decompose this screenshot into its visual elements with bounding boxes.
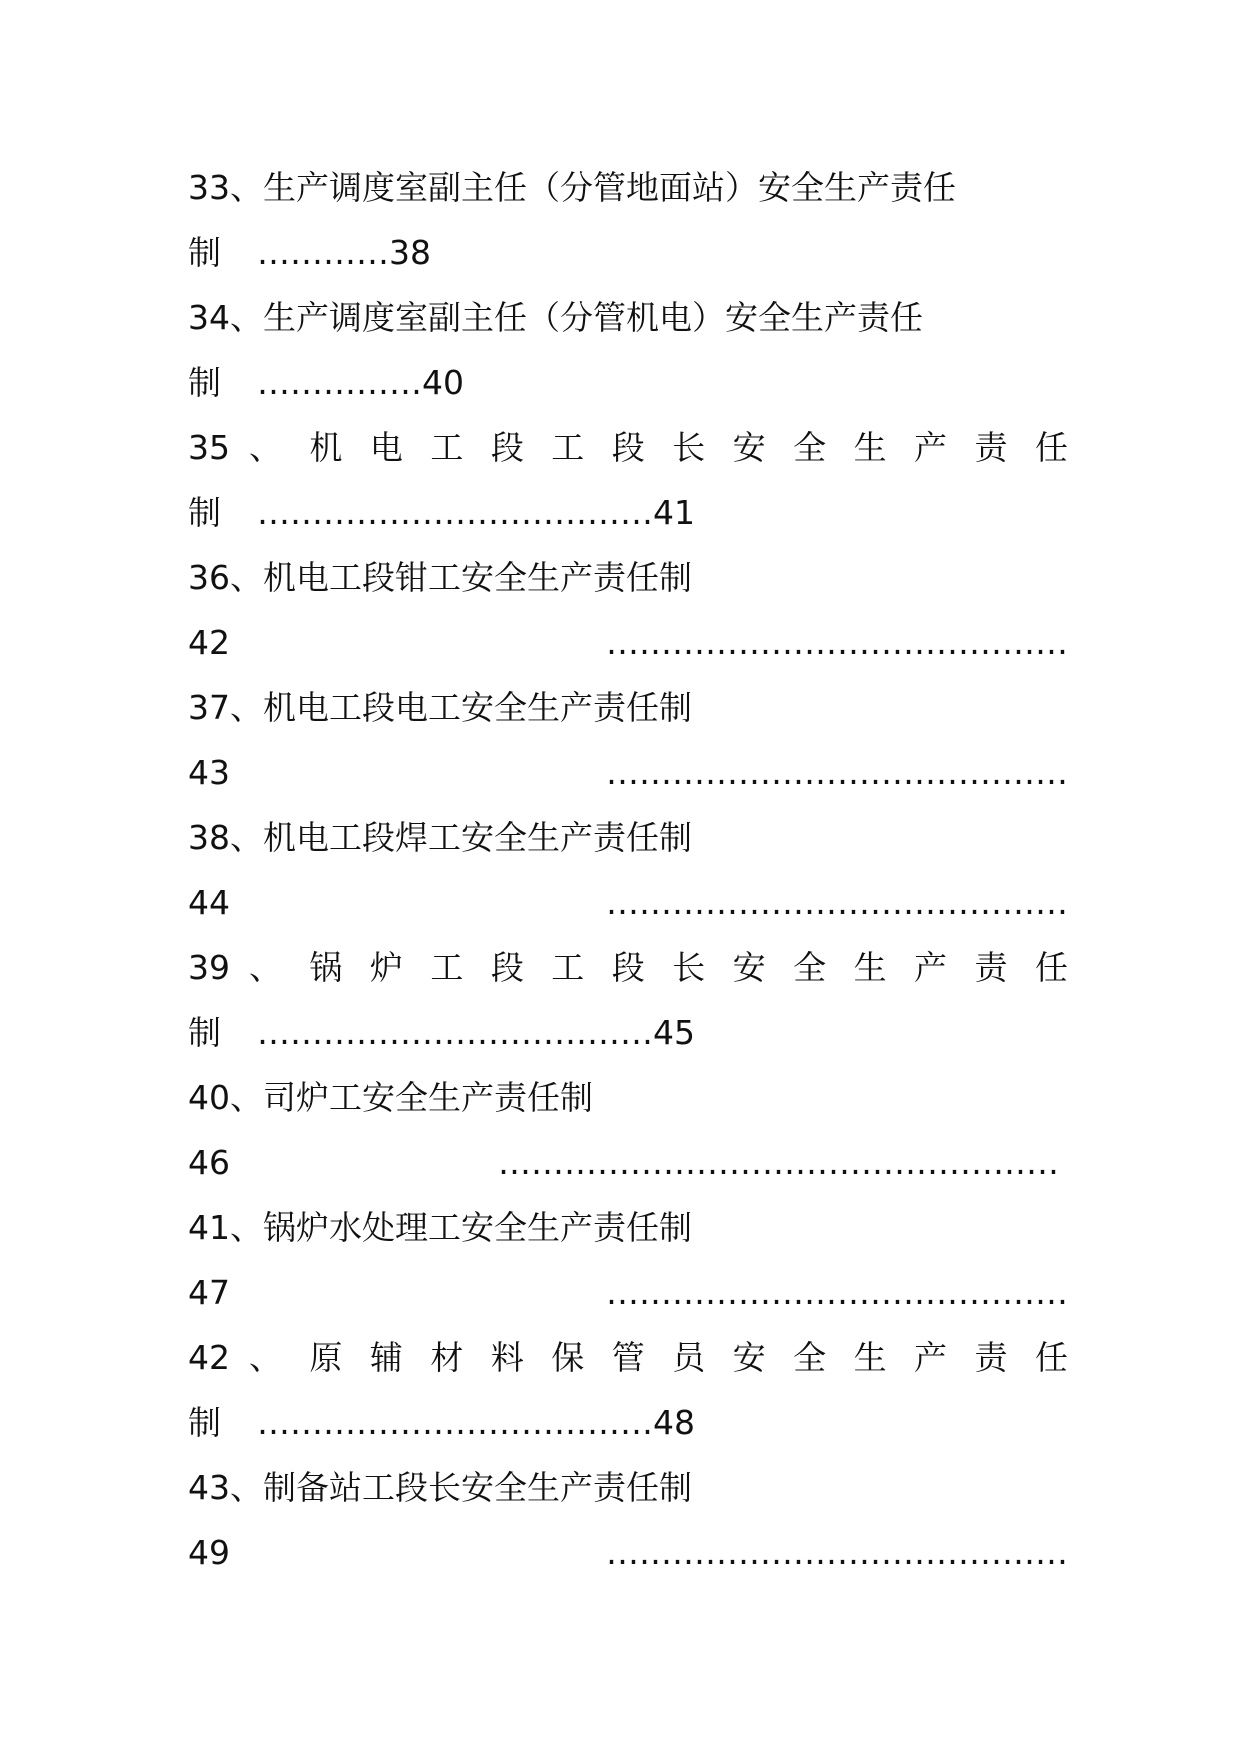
toc-leader-dots: …………………………………………… bbox=[498, 1143, 1059, 1182]
toc-leader-dots: …………………………………… bbox=[606, 1533, 1068, 1572]
toc-entry-42-title bbox=[188, 1325, 1068, 1390]
toc-leader-dots: ………… bbox=[257, 233, 389, 272]
toc-entry-39-title bbox=[188, 935, 1068, 1000]
toc-entry-35-page-line bbox=[188, 480, 1068, 545]
toc-entry-title: 38、机电工段焊工安全生产责任制 bbox=[188, 818, 692, 857]
toc-leader-dots: …………………………………… bbox=[606, 753, 1068, 792]
toc-entry-title: 42 、 原 辅 材 料 保 管 员 安 全 生 产 责 任 bbox=[188, 1338, 1068, 1377]
toc-entry-title: 36、机电工段钳工安全生产责任制 bbox=[188, 558, 692, 597]
toc-page-number: 44 bbox=[188, 883, 230, 922]
toc-entry-34-title bbox=[188, 285, 1068, 350]
table-of-contents bbox=[188, 155, 1068, 1585]
toc-leader-dots: ……………………………… bbox=[257, 1013, 653, 1052]
toc-entry-33-page-line bbox=[188, 220, 1068, 285]
toc-page-number: 43 bbox=[188, 753, 230, 792]
toc-entry-title: 33、生产调度室副主任（分管地面站）安全生产责任 bbox=[188, 168, 956, 207]
toc-page-number: 49 bbox=[188, 1533, 230, 1572]
toc-entry-title-continuation: 制 bbox=[188, 493, 221, 532]
toc-leader-dots: …………………………………… bbox=[606, 1273, 1068, 1312]
toc-entry-title: 41、锅炉水处理工安全生产责任制 bbox=[188, 1208, 692, 1247]
toc-entry-title-continuation: 制 bbox=[188, 363, 221, 402]
toc-entry-title: 40、司炉工安全生产责任制 bbox=[188, 1078, 593, 1117]
toc-entry-title: 34、生产调度室副主任（分管机电）安全生产责任 bbox=[188, 298, 923, 337]
toc-entry-35-title bbox=[188, 415, 1068, 480]
toc-entry-title: 43、制备站工段长安全生产责任制 bbox=[188, 1468, 692, 1507]
toc-page-number: 47 bbox=[188, 1273, 230, 1312]
toc-page-number: 46 bbox=[188, 1143, 230, 1182]
toc-entry-42-page-line bbox=[188, 1390, 1068, 1455]
toc-leader-dots: …………………………………… bbox=[606, 883, 1068, 922]
toc-leader-dots: ……………………………… bbox=[257, 1403, 653, 1442]
toc-leader-dots: ……………………………… bbox=[257, 493, 653, 532]
toc-entry-title: 35 、 机 电 工 段 工 段 长 安 全 生 产 责 任 bbox=[188, 428, 1068, 467]
toc-page-number: 42 bbox=[188, 623, 230, 662]
toc-entry-33-title bbox=[188, 155, 1068, 220]
toc-page-number: 45 bbox=[653, 1013, 695, 1052]
toc-entry-34-page-line bbox=[188, 350, 1068, 415]
toc-entry-title-continuation: 制 bbox=[188, 1403, 221, 1442]
toc-leader-dots: …………………………………… bbox=[606, 623, 1068, 662]
toc-entry-title-continuation: 制 bbox=[188, 1013, 221, 1052]
toc-page-number: 48 bbox=[653, 1403, 695, 1442]
toc-page-number: 41 bbox=[653, 493, 695, 532]
toc-leader-dots: …………… bbox=[257, 363, 422, 402]
toc-page-number: 38 bbox=[389, 233, 431, 272]
toc-entry-39-page-line bbox=[188, 1000, 1068, 1065]
toc-entry-title: 39 、 锅 炉 工 段 工 段 长 安 全 生 产 责 任 bbox=[188, 948, 1068, 987]
toc-entry-title-continuation: 制 bbox=[188, 233, 221, 272]
toc-page-number: 40 bbox=[422, 363, 464, 402]
toc-entry-title: 37、机电工段电工安全生产责任制 bbox=[188, 688, 692, 727]
